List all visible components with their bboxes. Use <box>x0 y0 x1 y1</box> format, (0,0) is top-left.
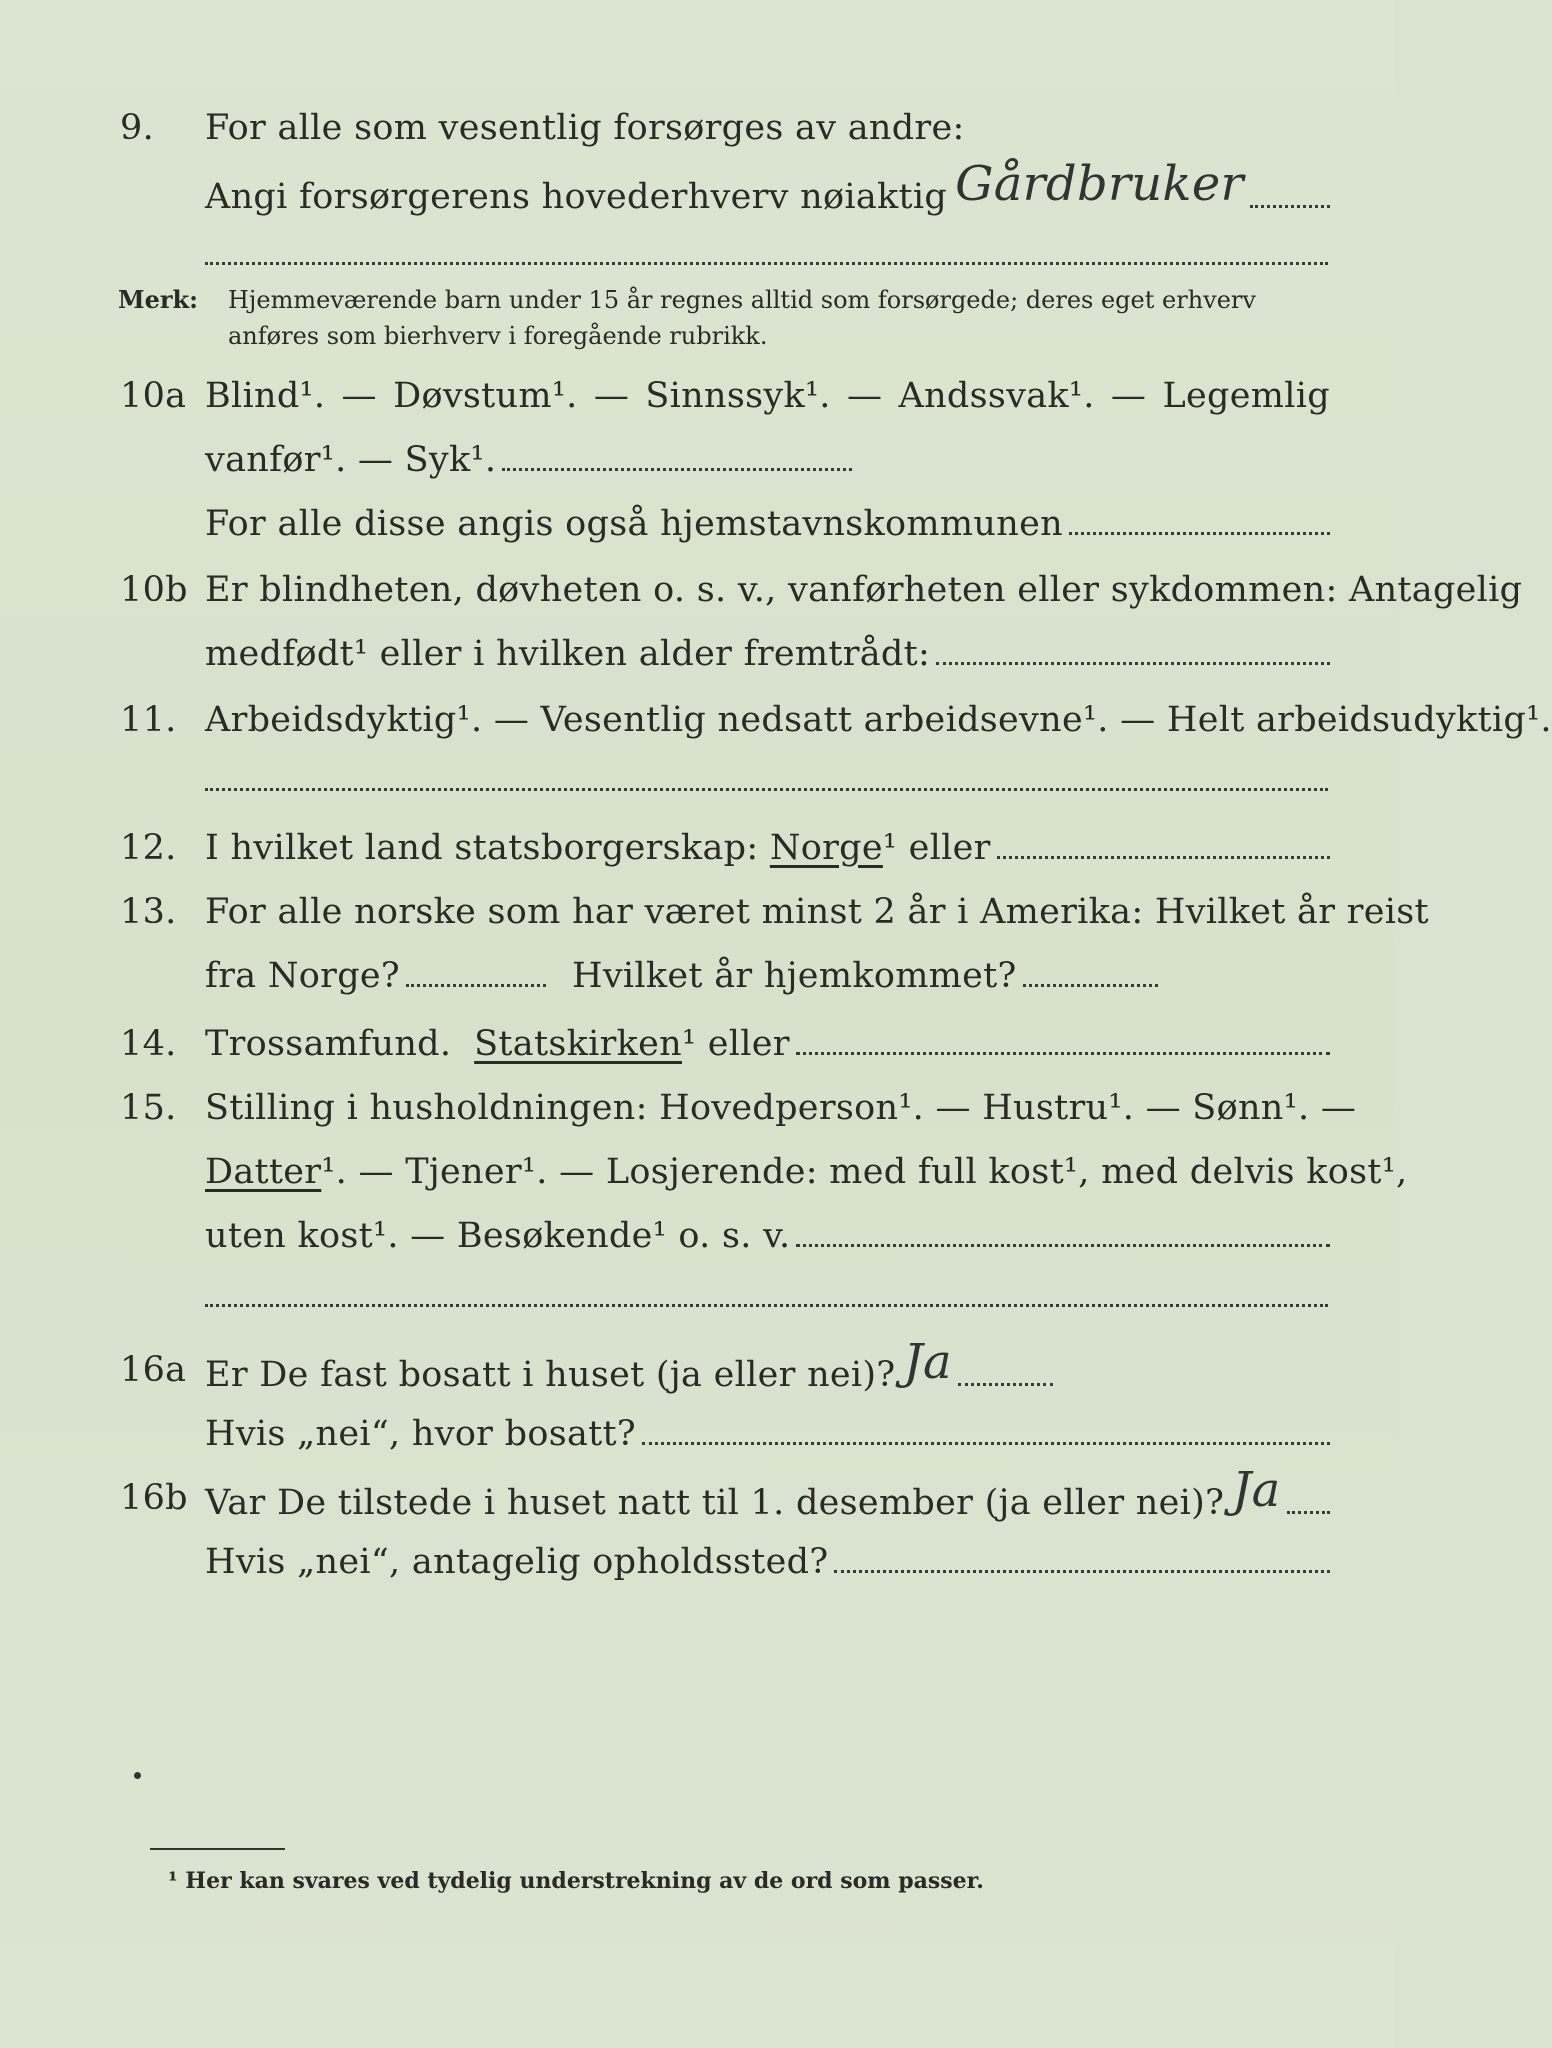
question-number: 9. <box>120 108 154 148</box>
answer-line[interactable] <box>936 648 1330 665</box>
question-number: 12. <box>120 828 177 868</box>
answer-line[interactable] <box>997 842 1330 859</box>
question-text: Trossamfund. <box>205 1024 452 1064</box>
answer-line[interactable] <box>205 262 1328 265</box>
option-norge[interactable]: Norge <box>769 828 883 868</box>
note-label: Merk: <box>118 285 198 314</box>
question-number: 10a <box>120 376 187 416</box>
question-text: Er blindheten, døvheten o. s. v., vanførheten eller sykdommen: Antagelig <box>205 570 1523 610</box>
question-number: 14. <box>120 1024 177 1064</box>
question-number: 16a <box>120 1350 187 1390</box>
answer-line[interactable] <box>1287 1497 1330 1514</box>
handwritten-answer: Gårdbruker <box>955 156 1244 212</box>
dash: — <box>341 376 377 416</box>
dash: — <box>846 376 883 416</box>
answer-line[interactable] <box>1023 970 1158 987</box>
dash: — <box>593 376 630 416</box>
answer-line[interactable] <box>796 1038 1330 1055</box>
answer-line[interactable] <box>502 454 852 471</box>
question-text: ¹ eller <box>682 1024 790 1064</box>
note <box>118 282 1333 354</box>
question-text: uten kost¹. — Besøkende¹ o. s. v. <box>205 1216 791 1256</box>
question-number: 16b <box>120 1478 188 1518</box>
question-text: medfødt¹ eller i hvilken alder fremtrådt: <box>205 634 931 674</box>
question-text: For alle disse angis også hjemstavnskommunen <box>205 504 1063 544</box>
question-text: Hvis „nei“, antagelig opholdssted? <box>205 1542 829 1582</box>
answer-line[interactable] <box>205 1304 1328 1307</box>
option-andssvak[interactable]: Andssvak¹. <box>898 376 1095 416</box>
answer-line[interactable] <box>205 788 1328 791</box>
handwritten-answer: Ja <box>903 1334 952 1390</box>
question-text: Hvilket år hjemkommet? <box>572 956 1017 996</box>
answer-line[interactable] <box>1250 191 1330 208</box>
option-blind[interactable]: Blind¹. <box>205 376 326 416</box>
question-text: Stilling i husholdningen: Hovedperson¹. — Hustru¹. — Sønn¹. — <box>205 1088 1357 1128</box>
answer-line[interactable] <box>406 970 546 987</box>
answer-line[interactable] <box>642 1428 1330 1445</box>
question-number: 15. <box>120 1088 177 1128</box>
option-sinnssyk[interactable]: Sinnssyk¹. <box>645 376 831 416</box>
answer-line[interactable] <box>796 1230 1330 1247</box>
question-number: 13. <box>120 892 177 932</box>
ink-dot <box>134 1772 141 1779</box>
question-text: For alle som vesentlig forsørges av andre: <box>205 108 965 148</box>
answer-line[interactable] <box>1069 518 1330 535</box>
footnote-rule <box>150 1848 285 1850</box>
question-text: vanfør¹. — Syk¹. <box>205 440 497 480</box>
question-text: I hvilket land statsborgerskap: <box>205 828 759 868</box>
option-statskirken[interactable]: Statskirken <box>474 1024 682 1064</box>
question-text: Hvis „nei“, hvor bosatt? <box>205 1414 636 1454</box>
question-text: Var De tilstede i huset natt til 1. desember (ja eller nei)? <box>205 1483 1225 1523</box>
question-number: 11. <box>120 700 177 740</box>
option-legemlig[interactable]: Legemlig <box>1162 376 1330 416</box>
answer-line[interactable] <box>958 1369 1053 1386</box>
question-text: For alle norske som har været minst 2 år i Amerika: Hvilket år reist <box>205 892 1429 932</box>
question-text: ¹. — Tjener¹. — Losjerende: med full kost¹, med delvis kost¹, <box>321 1152 1408 1192</box>
footnote: ¹ Her kan svares ved tydelig understrekning av de ord som passer. <box>168 1868 984 1894</box>
option-dovstum[interactable]: Døvstum¹. <box>393 376 578 416</box>
dash: — <box>1110 376 1147 416</box>
question-text: Angi forsørgerens hovederhverv nøiaktig <box>205 177 948 217</box>
question-text: fra Norge? <box>205 956 400 996</box>
question-text[interactable]: Arbeidsdyktig¹. — Vesentlig nedsatt arbeidsevne¹. — Helt arbeidsudyktig¹. <box>205 700 1552 740</box>
question-text: ¹ eller <box>882 828 991 868</box>
note-text: Hjemmeværende barn under 15 år regnes alltid som forsørgede; deres eget erhverv anføres som bierhverv i foregående rubrikk. <box>228 286 1256 350</box>
answer-line[interactable] <box>834 1556 1330 1573</box>
option-datter[interactable]: Datter <box>205 1152 322 1192</box>
question-number: 10b <box>120 570 188 610</box>
handwritten-answer: Ja <box>1232 1462 1281 1518</box>
question-text: Er De fast bosatt i huset (ja eller nei)? <box>205 1355 896 1395</box>
